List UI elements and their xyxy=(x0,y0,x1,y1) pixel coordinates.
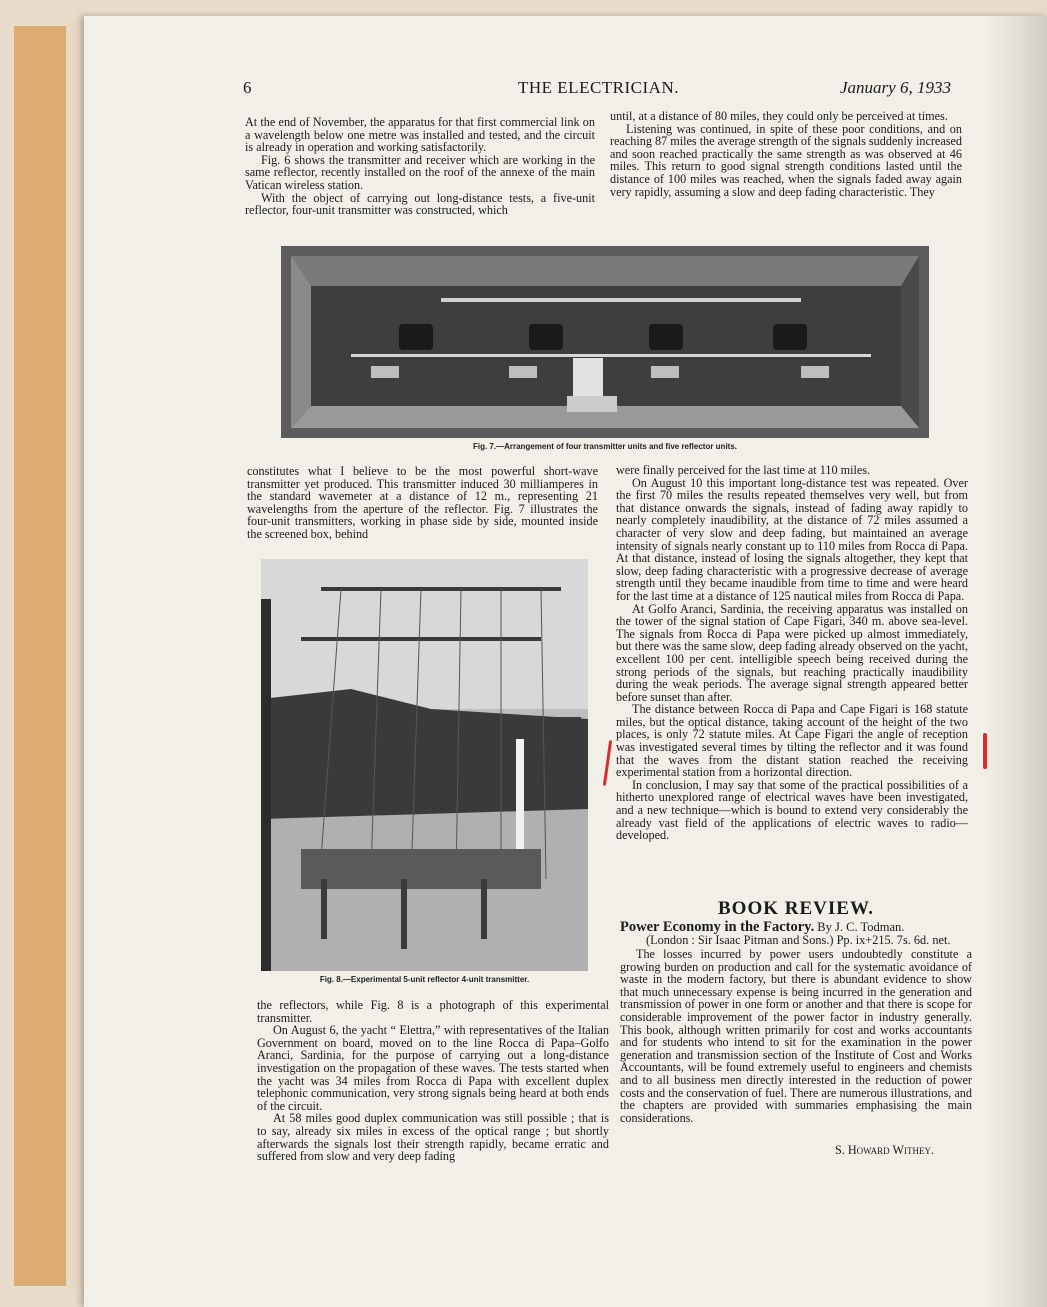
column-top-left xyxy=(245,116,595,217)
paragraph: At 58 miles good duplex communication was still possible ; that is to say, already six miles in excess of the optical range ; but shortly afterwards the signals lost their strength rapidly, became erratic and suffered from slow and very deep fading xyxy=(257,1111,609,1164)
figure-7-caption: Fig. 7.—Arrangement of four transmitter units and five reflector units. xyxy=(472,442,738,451)
paragraph: On August 10 this important long-distance test was repeated. Over the first 70 miles the results repeated themselves very well, but from that distance onwards the signals, instead of fading away rapidly to nearly completely inaudibility, at the distance of 72 miles assumed a character of very slow and deep fading, but maintained an average intensity of signals nearly constant up to 110 miles from Rocca di Papa. At that distance, instead of losing the signals altogether, they kept that slow, deep fading characteristic with a progressive decrease of average strength until they became inaudible from time to time and were heard for the last time at a distance of 125 nautical miles from Rocca di Papa. xyxy=(616,475,968,603)
red-margin-mark-right xyxy=(983,733,987,769)
paragraph: On August 6, the yacht “ Elettra,” with representatives of the Italian Government on board, moved on to the line Rocca di Papa–Golfo Aranci, Sardinia, for the purpose of carrying out a long-distance investigation on the propagation of these waves. The tests started when the yacht was 34 miles from Rocca di Papa with excellent duplex telephonic communication, very strong signals being heard at both ends of the circuit. xyxy=(257,1023,609,1113)
figure-8-photo xyxy=(261,559,588,971)
book-title: Power Economy in the Factory. xyxy=(620,919,815,935)
page-title: THE ELECTRICIAN. xyxy=(518,78,679,97)
paragraph: the reflectors, while Fig. 8 is a photograph of this experimental transmitter. xyxy=(257,998,609,1025)
paragraph: At Golfo Aranci, Sardinia, the receiving apparatus was installed on the tower of the signal station of Cape Figari, 340 m. above sea-level. The signals from Rocca di Papa were picked up almost immediately, but there was the same slow, deep fading already observed on the yacht, excellent 100 per cent. intelligible speech being received during the strong periods of the signals, but reaching practically inaudibility during the weak periods. The average signal strength appeared better before sunset than after. xyxy=(616,601,968,704)
book-review-block xyxy=(620,920,972,1124)
reflector-tower-illustration xyxy=(261,559,588,971)
book-review-heading: BOOK REVIEW. xyxy=(718,898,874,919)
book-review-body: The losses incurred by power users undoubtedly constitute a growing burden on production and call for the systematic avoidance of waste in the modern factory, but there is abundant evidence to show that much unnecessary expense is being incurred in the generation and transmission of power in one form or another and that there is scope for considerable improvement of the power factor in industry generally. This book, although written primarily for cost and works accountants and for students who intend to sit for the examination in the power generation and transmission section of the Institute of Cost and Works Accountants, will be found extremely useful to engineers and chemists and to all business men directly interested in the reduction of power costs and the conservation of fuel. There are numerous illustrations, and the chapters are provided with summaries emphasising the main considerations. xyxy=(620,947,972,1125)
paragraph: constitutes what I believe to be the most powerful short-wave transmitter yet produced. This transmitter induced 30 milliamperes in the standard wavemeter at a distance of 12 m., representing 21 wavelengths from the aperture of the reflector. Fig. 7 illustrates the four-unit transmitters, working in phase side by side, mounted inside the screened box, behind xyxy=(247,464,598,541)
book-author: By J. C. Todman. xyxy=(817,920,905,934)
page-date: January 6, 1933 xyxy=(840,78,951,97)
reviewer-name: S. Howard Withey. xyxy=(835,1143,935,1157)
column-mid-left xyxy=(247,465,598,541)
figure-7-photo xyxy=(281,246,929,438)
book-publisher: (London : Sir Isaac Pitman and Sons.) Pp. ix+215. 7s. 6d. net. xyxy=(646,933,951,947)
paragraph: until, at a distance of 80 miles, they could only be perceived at times. xyxy=(610,109,948,123)
paragraph: The distance between Rocca di Papa and Cape Figari is 168 statute miles, but the optical distance, taking account of the height of the two places, is only 72 statute miles. At Cape Figari the angle of reception was investigated several times by tilting the reflector and it was found that the waves from the distant station reached the receiving experimental station from a horizontal direction. xyxy=(616,702,968,780)
column-right xyxy=(616,464,968,842)
transmitter-box-illustration xyxy=(281,246,929,438)
paragraph: Fig. 6 shows the transmitter and receiver which are working in the same reflector, recently installed on the roof of the annexe of the main Vatican wireless station. xyxy=(245,152,595,192)
paragraph: With the object of carrying out long-distance tests, a five-unit reflector, four-unit transmitter was constructed, which xyxy=(245,190,595,218)
column-bottom-left xyxy=(257,999,609,1163)
paragraph: Listening was continued, in spite of these poor conditions, and on reaching 87 miles the average strength of the signals suddenly increased and soon reached practically the same strength as was observed at 46 miles. This return to good signal strength conditions lasted until the distance of 100 miles was reached, when the signals faded away again very rapidly, assuming a slow and deep fading characteristic. They xyxy=(610,121,962,199)
page-number: 6 xyxy=(243,78,252,97)
page-fold-shadow xyxy=(984,16,1047,1307)
paragraph: In conclusion, I may say that some of the practical possibilities of a hitherto unexplored range of electrical waves have been investigated, and a new technique—which is bound to extend very considerably the already vast field of the applications of electric waves to radio—developed. xyxy=(616,777,968,843)
column-top-right xyxy=(610,110,962,198)
paragraph: were finally perceived for the last time at 110 miles. xyxy=(616,463,871,477)
paragraph: At the end of November, the apparatus for that first commercial link on a wavelength below one metre was installed and tested, and the circuit is already in operation and working satisfactorily. xyxy=(245,115,595,155)
figure-8-caption: Fig. 8.—Experimental 5-unit reflector 4-unit transmitter. xyxy=(319,975,530,984)
